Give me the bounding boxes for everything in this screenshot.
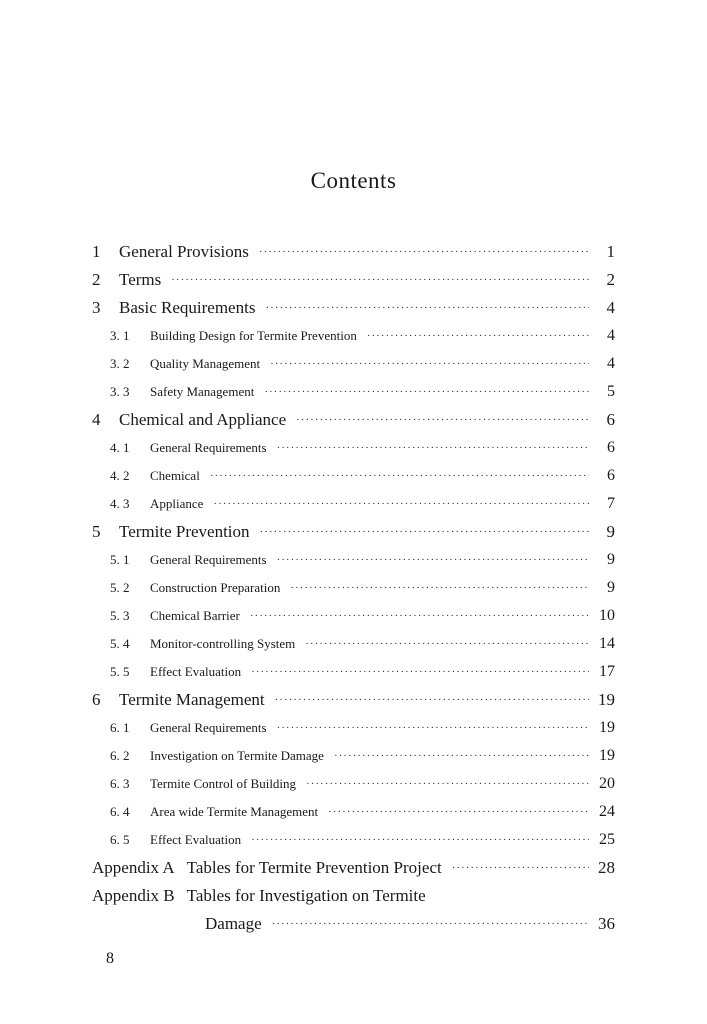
toc-entry-general-requirements-4[interactable] (92, 434, 615, 462)
toc-entry-page: 9 (607, 579, 615, 596)
toc-entry-label: Terms (119, 270, 162, 289)
toc-entry-number: 6. 1 (110, 720, 130, 735)
toc-entry-page: 19 (599, 719, 615, 736)
toc-entry-page: 9 (606, 522, 615, 541)
toc-entry-label: Termite Prevention (119, 522, 250, 541)
toc-entry-page: 10 (599, 607, 615, 624)
toc-entry-effect-evaluation-5[interactable] (92, 658, 615, 686)
toc-entry-number: 5. 2 (110, 580, 130, 595)
toc-entry-number: 5. 1 (110, 552, 130, 567)
toc-entry-label: Appliance (150, 496, 204, 511)
toc-entry-number: 5. 3 (110, 608, 130, 623)
dot-leader (251, 658, 589, 686)
page-number: 8 (106, 950, 114, 967)
dot-leader (270, 350, 589, 378)
toc-entry-label: Tables for Investigation on Termite (186, 886, 426, 905)
toc-entry-number: 6. 3 (110, 776, 130, 791)
toc-entry-investigation-termite-damage[interactable] (92, 742, 615, 770)
toc-entry-page: 25 (599, 831, 615, 848)
toc-entry-page: 19 (598, 690, 615, 709)
toc-entry-page: 4 (606, 298, 615, 317)
toc-entry-label: Area wide Termite Management (150, 804, 319, 819)
dot-leader (251, 826, 589, 854)
toc-entry-page: 17 (599, 663, 615, 680)
dot-leader (210, 462, 589, 490)
toc-entry-page: 19 (599, 747, 615, 764)
toc-entry-label: Damage (205, 914, 262, 933)
toc-entry-number: Appendix A (92, 858, 175, 877)
toc-entry-chemical-barrier[interactable] (92, 602, 615, 630)
toc-entry-general-provisions[interactable] (92, 238, 615, 266)
toc-entry-number: 4 (92, 410, 101, 429)
toc-entry-number: 5. 4 (110, 636, 130, 651)
dot-leader (265, 294, 589, 322)
page-title: Contents (310, 168, 397, 193)
toc-entry-chemical[interactable] (92, 462, 615, 490)
toc-entry-number: 2 (92, 270, 101, 289)
toc-entry-label: Building Design for Termite Prevention (150, 328, 357, 343)
toc-entry-page: 9 (607, 551, 615, 568)
toc-entry-termite-management[interactable] (92, 686, 615, 714)
dot-leader (277, 434, 589, 462)
toc-entry-page: 4 (607, 355, 615, 372)
dot-leader (296, 406, 589, 434)
toc-entry-label: Chemical and Appliance (119, 410, 287, 429)
toc-entry-number: 4. 3 (110, 496, 130, 511)
toc-entry-label: Tables for Termite Prevention Project (186, 858, 442, 877)
toc-entry-page: 1 (606, 242, 615, 261)
dot-leader (272, 910, 589, 938)
toc-entry-number: Appendix B (92, 886, 175, 905)
toc-entry-label: Effect Evaluation (150, 832, 242, 847)
toc-entry-label: Effect Evaluation (150, 664, 242, 679)
dot-leader (259, 238, 589, 266)
toc-entry-quality-management[interactable] (92, 350, 615, 378)
toc-entry-label: Quality Management (150, 356, 261, 371)
toc-entry-label: Chemical Barrier (150, 608, 240, 623)
dot-leader (277, 714, 589, 742)
toc-entry-number: 3 (92, 298, 101, 317)
toc-entry-appendix-a[interactable] (92, 854, 615, 882)
toc-entry-termite-prevention[interactable] (92, 518, 615, 546)
dot-leader (367, 322, 589, 350)
dot-leader (305, 630, 589, 658)
toc-entry-label: Investigation on Termite Damage (150, 748, 324, 763)
toc-entry-label: Construction Preparation (150, 580, 281, 595)
toc-entry-monitor-controlling-system[interactable] (92, 630, 615, 658)
dot-leader (290, 574, 589, 602)
toc-entry-number: 5 (92, 522, 101, 541)
dot-leader (306, 770, 589, 798)
toc-entry-page: 6 (607, 467, 615, 484)
toc-entry-effect-evaluation-6[interactable] (92, 826, 615, 854)
toc-entry-number: 6. 4 (110, 804, 130, 819)
dot-leader (250, 602, 589, 630)
toc-entry-number: 3. 2 (110, 356, 130, 371)
toc-entry-page: 28 (598, 858, 615, 877)
toc-entry-label: General Requirements (150, 720, 267, 735)
toc-entry-page: 5 (607, 383, 615, 400)
toc-entry-number: 6. 2 (110, 748, 130, 763)
dot-leader (275, 686, 589, 714)
toc-entry-general-requirements-6[interactable] (92, 714, 615, 742)
toc-entry-page: 6 (606, 410, 615, 429)
dot-leader (260, 518, 589, 546)
toc-entry-building-design[interactable] (92, 322, 615, 350)
toc-entry-number: 4. 2 (110, 468, 130, 483)
toc-entry-page: 14 (599, 635, 615, 652)
toc-entry-label: Termite Control of Building (150, 776, 297, 791)
toc-entry-label: Monitor-controlling System (150, 636, 296, 651)
toc-entry-label: General Provisions (119, 242, 249, 261)
toc-entry-label: Basic Requirements (119, 298, 256, 317)
toc-entry-number: 3. 3 (110, 384, 130, 399)
toc-entry-construction-preparation[interactable] (92, 574, 615, 602)
toc-entry-number: 3. 1 (110, 328, 130, 343)
toc-entry-number: 4. 1 (110, 440, 130, 455)
toc-entry-chemical-and-appliance[interactable] (92, 406, 615, 434)
table-of-contents (92, 238, 615, 938)
toc-entry-number: 6. 5 (110, 832, 130, 847)
toc-entry-basic-requirements[interactable] (92, 294, 615, 322)
toc-entry-general-requirements-5[interactable] (92, 546, 615, 574)
toc-entry-page: 20 (599, 775, 615, 792)
toc-entry-page: 24 (599, 803, 615, 820)
toc-entry-label: General Requirements (150, 552, 267, 567)
dot-leader (264, 378, 589, 406)
toc-entry-number: 6 (92, 690, 101, 709)
toc-entry-appliance[interactable] (92, 490, 615, 518)
toc-entry-area-wide-management[interactable] (92, 798, 615, 826)
toc-entry-page: 36 (598, 914, 615, 933)
toc-entry-label: Chemical (150, 468, 200, 483)
toc-entry-terms[interactable] (92, 266, 615, 294)
toc-entry-safety-management[interactable] (92, 378, 615, 406)
toc-entry-label: General Requirements (150, 440, 267, 455)
toc-entry-page: 2 (606, 270, 615, 289)
toc-entry-page: 4 (607, 327, 615, 344)
toc-entry-number: 1 (92, 242, 101, 261)
dot-leader (334, 742, 589, 770)
toc-entry-page: 6 (607, 439, 615, 456)
toc-entry-label: Termite Management (119, 690, 265, 709)
toc-entry-label: Safety Management (150, 384, 255, 399)
dot-leader (277, 546, 589, 574)
toc-entry-termite-control-building[interactable] (92, 770, 615, 798)
toc-entry-page: 7 (607, 495, 615, 512)
dot-leader (171, 266, 589, 294)
dot-leader (452, 854, 589, 882)
dot-leader (213, 490, 589, 518)
dot-leader (328, 798, 589, 826)
toc-entry-appendix-b[interactable] (92, 882, 615, 910)
toc-entry-appendix-b-continued[interactable] (92, 910, 615, 938)
toc-entry-number: 5. 5 (110, 664, 130, 679)
